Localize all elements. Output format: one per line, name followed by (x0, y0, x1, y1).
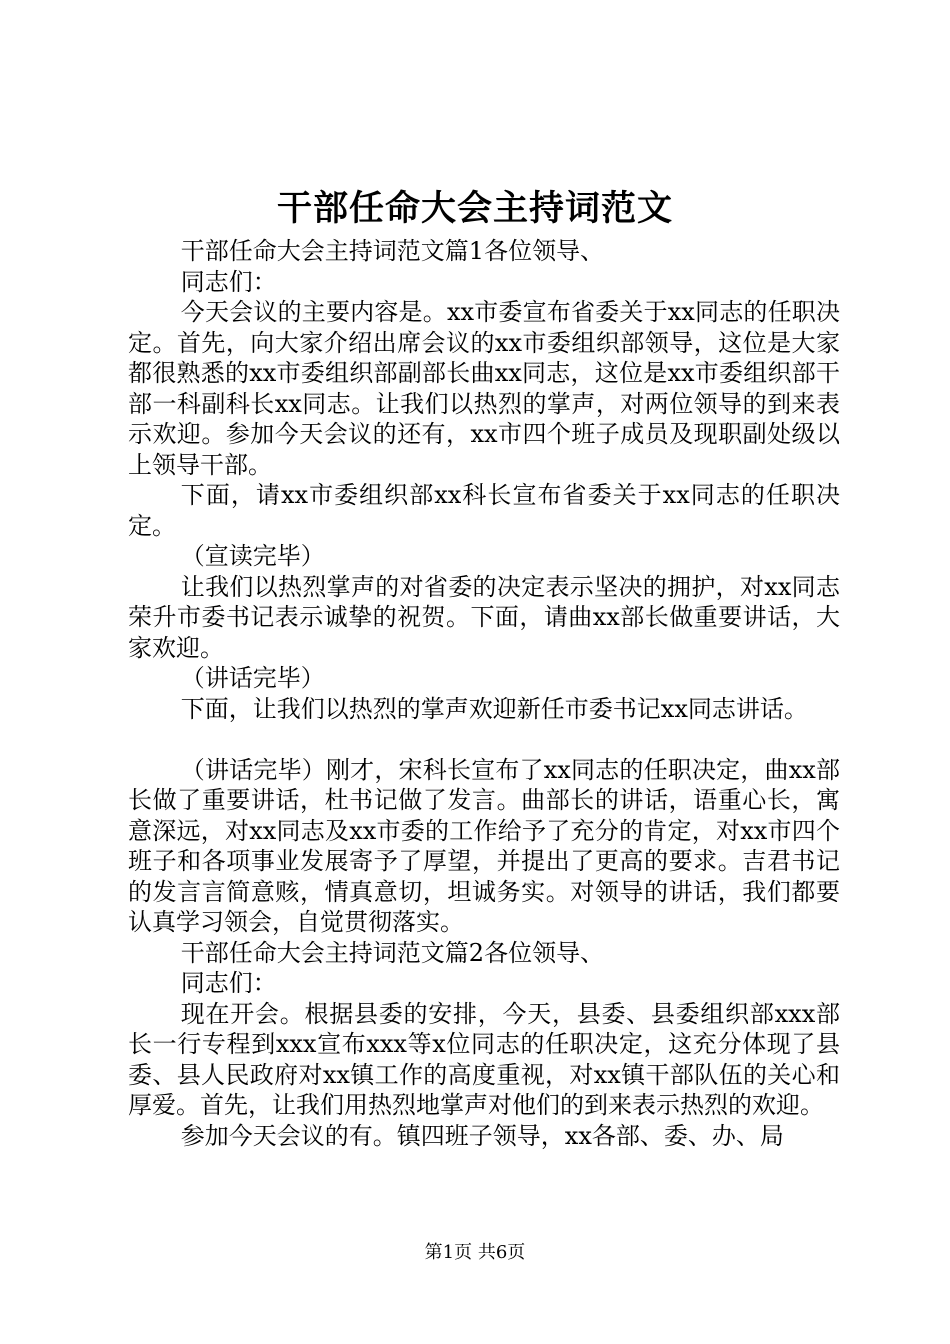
paragraph: 下面，让我们以热烈的掌声欢迎新任市委书记xx同志讲话。 (180, 694, 808, 723)
blank-line (128, 724, 840, 755)
paragraph: 现在开会。根据县委的安排，今天，县委、县委组织部xxx部长一行专程到xxx宣布xxx等x位同志的任职决定，这充分体现了县委、县人民政府对xx镇工作的高度重视，对xx镇干部队伍的关心和厚爱。首先，让我们用热烈地掌声对他们的到来表示热烈的欢迎。 (128, 999, 840, 1119)
paragraph: 干部任命大会主持词范文篇2各位领导、 (180, 938, 605, 967)
document-body (128, 236, 840, 1151)
paragraph: 干部任命大会主持词范文篇1各位领导、 (180, 237, 605, 265)
paragraph: 参加今天会议的有。镇四班子领导，xx各部、委、办、局 (180, 1121, 784, 1150)
paragraph: 今天会议的主要内容是。xx市委宣布省委关于xx同志的任职决定。首先，向大家介绍出席会议的xx市委组织部领导，这位是大家都很熟悉的xx市委组织部副部长曲xx同志，这位是xx市委组织部干部一科副科长xx同志。让我们以热烈的掌声，对两位领导的到来表示欢迎。参加今天会议的还有，xx市四个班子成员及现职副处级以上领导干部。 (128, 298, 840, 479)
paragraph: （宣读完毕） (180, 542, 325, 570)
paragraph: 下面，请xx市委组织部xx科长宣布省委关于xx同志的任职决定。 (128, 481, 840, 540)
document-title: 干部任命大会主持词范文 (276, 188, 673, 229)
paragraph: 同志们： (180, 969, 277, 997)
paragraph: 让我们以热烈掌声的对省委的决定表示坚决的拥护，对xx同志荣升市委书记表示诚挚的祝贺。下面，请曲xx部长做重要讲话，大家欢迎。 (128, 572, 840, 662)
paragraph: 同志们： (180, 267, 277, 296)
page-number-footer: 第1页 共6页 (424, 1242, 526, 1263)
paragraph: （讲话完毕）刚才，宋科长宣布了xx同志的任职决定，曲xx部长做了重要讲话，杜书记做了发言。曲部长的讲话，语重心长，寓意深远，对xx同志及xx市委的工作给予了充分的肯定，对xx市四个班子和各项事业发展寄予了厚望，并提出了更高的要求。吉君书记的发言言简意赅，情真意切，坦诚务实。对领导的讲话，我们都要认真学习领会，自觉贯彻落实。 (128, 755, 840, 936)
paragraph: （讲话完毕） (180, 664, 325, 692)
